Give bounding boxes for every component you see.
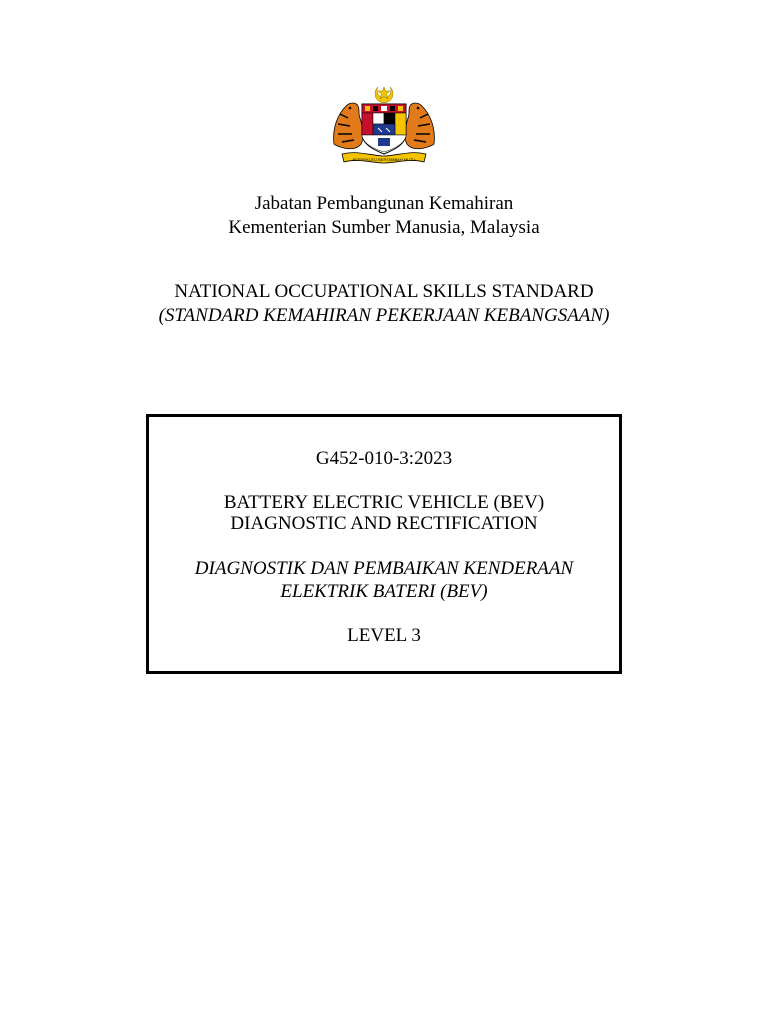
- standard-title-english: NATIONAL OCCUPATIONAL SKILLS STANDARD: [174, 281, 594, 302]
- standard-code: G452-010-3:2023: [315, 448, 453, 469]
- standard-title-block: [0, 280, 768, 328]
- coat-of-arms-icon: [328, 84, 440, 164]
- agency-block: [0, 192, 768, 240]
- standard-title-malay: (STANDARD KEMAHIRAN PEKERJAAN KEBANGSAAN): [158, 305, 610, 326]
- standard-name-english-line2: DIAGNOSTIC AND RECTIFICATION: [230, 513, 538, 534]
- standard-name-english-line1: BATTERY ELECTRIC VEHICLE (BEV): [223, 492, 545, 513]
- ministry-name: Kementerian Sumber Manusia, Malaysia: [228, 217, 540, 238]
- standard-name-malay-line2: ELEKTRIK BATERI (BEV): [280, 581, 488, 602]
- svg-text:BERSEKUTU BERTAMBAH MUTU: BERSEKUTU BERTAMBAH MUTU: [352, 157, 416, 162]
- standard-name-malay-line1: DIAGNOSTIK DAN PEMBAIKAN KENDERAAN: [194, 558, 574, 579]
- department-name: Jabatan Pembangunan Kemahiran: [254, 193, 514, 214]
- standard-level: LEVEL 3: [347, 625, 421, 646]
- standard-info-box: [146, 414, 622, 674]
